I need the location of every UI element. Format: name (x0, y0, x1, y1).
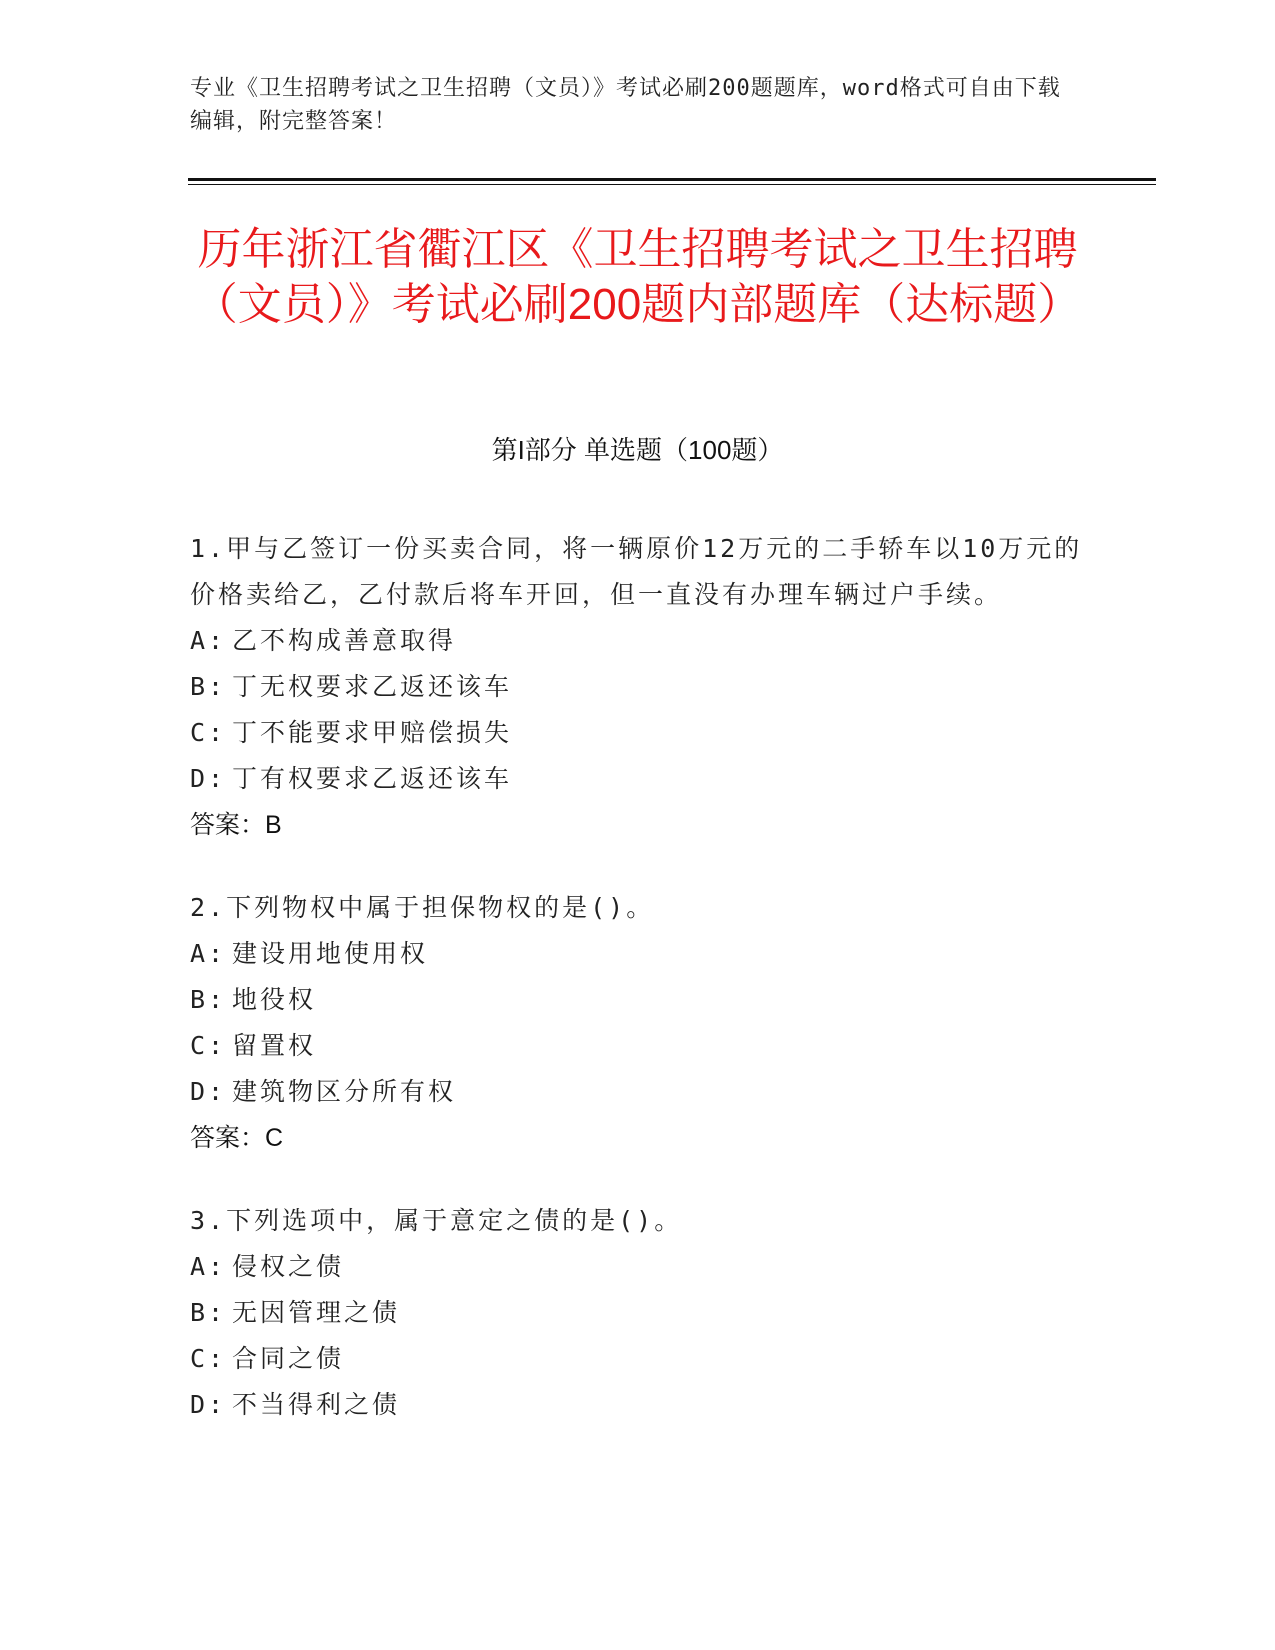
option-c (190, 1023, 1085, 1069)
document-title: 历年浙江省衢江区《卫生招聘考试之卫生招聘（文员）》考试必刷200题内部题库（达标题） (193, 225, 1082, 329)
option-c (190, 710, 1085, 756)
option-text: 建设用地使用权 (232, 939, 429, 968)
option-text: 侵权之债 (232, 1252, 345, 1281)
question-3 (190, 1198, 1085, 1428)
question-stem: 2.下列物权中属于担保物权的是()。 (190, 893, 655, 922)
option-d (190, 1069, 1085, 1115)
question-stem: 3.下列选项中，属于意定之债的是()。 (190, 1206, 683, 1235)
header-note: 专业《卫生招聘考试之卫生招聘（文员）》考试必刷200题题库，word格式可自由下载编辑，附完整答案！ (190, 76, 1061, 134)
option-key: C: (190, 718, 227, 747)
question-list (190, 526, 1085, 1465)
option-key: D: (190, 1077, 227, 1106)
option-key: C: (190, 1344, 227, 1373)
option-a (190, 931, 1085, 977)
option-d (190, 756, 1085, 802)
option-b (190, 664, 1085, 710)
option-key: D: (190, 1390, 227, 1419)
option-a (190, 618, 1085, 664)
option-key: A: (190, 626, 227, 655)
answer-line: 答案：B (190, 811, 282, 839)
option-key: D: (190, 764, 227, 793)
header-divider-thin (188, 184, 1156, 185)
option-d (190, 1382, 1085, 1428)
question-2 (190, 885, 1085, 1161)
option-text: 丁不能要求甲赔偿损失 (232, 718, 513, 747)
option-c (190, 1336, 1085, 1382)
option-text: 合同之债 (232, 1344, 345, 1373)
option-text: 丁有权要求乙返还该车 (232, 764, 513, 793)
option-b (190, 1290, 1085, 1336)
option-text: 建筑物区分所有权 (232, 1077, 457, 1106)
section-title: 第I部分 单选题（100题） (491, 435, 784, 465)
option-key: A: (190, 939, 227, 968)
option-text: 不当得利之债 (232, 1390, 401, 1419)
option-text: 地役权 (232, 985, 317, 1014)
option-text: 乙不构成善意取得 (232, 626, 457, 655)
header-divider-thick (188, 178, 1156, 181)
option-text: 丁无权要求乙返还该车 (232, 672, 513, 701)
option-key: C: (190, 1031, 227, 1060)
option-text: 无因管理之债 (232, 1298, 401, 1327)
option-key: B: (190, 672, 227, 701)
option-text: 留置权 (232, 1031, 317, 1060)
option-a (190, 1244, 1085, 1290)
question-stem: 1.甲与乙签订一份买卖合同，将一辆原价12万元的二手轿车以10万元的价格卖给乙，乙付款后将车开回，但一直没有办理车辆过户手续。 (190, 534, 1083, 609)
option-key: B: (190, 985, 227, 1014)
answer-line: 答案：C (190, 1124, 284, 1152)
option-key: B: (190, 1298, 227, 1327)
question-1 (190, 526, 1085, 848)
option-b (190, 977, 1085, 1023)
option-key: A: (190, 1252, 227, 1281)
